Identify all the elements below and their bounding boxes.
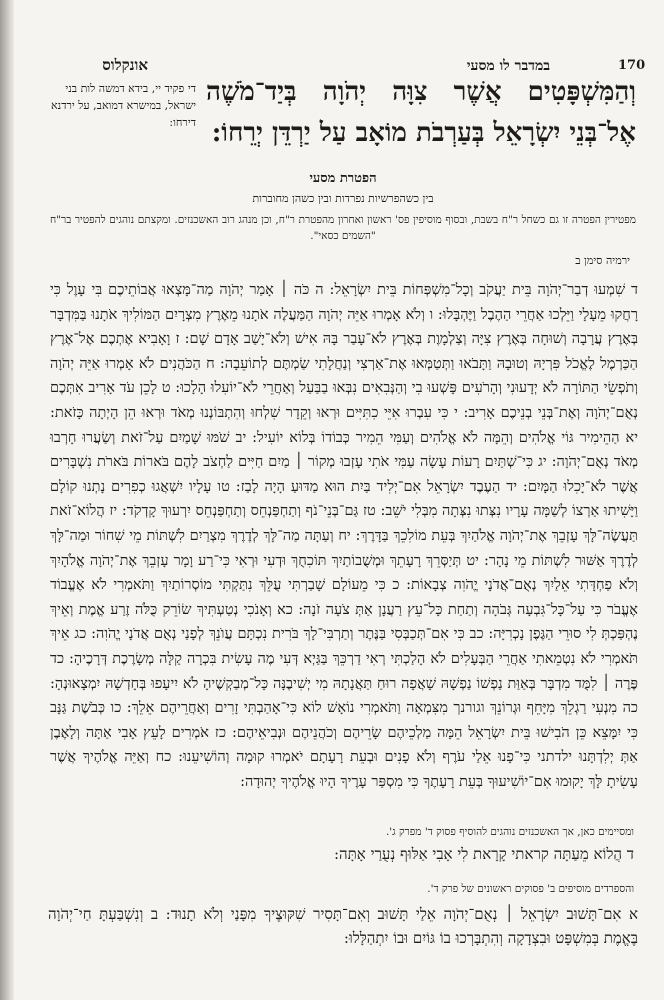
- commentary-title: אונקלוס: [102, 56, 148, 74]
- running-head: במדבר לו מסעי: [466, 58, 550, 74]
- haftarah-text: ד שִׁמְעוּ דְבַר־יְהֹוָה בֵּית יַעֲקֹב וְכָל־מִשְׁפְּחוֹת בֵּית יִשְׂרָאֵל: ה כֹּה ׀ אָמַר יְהֹוָה מַה־מָּצְאוּ אֲבוֹתֵיכֶם בִּי עָוֶל כִּי רָחֲקוּ מֵעָלָי וַיֵּלְכוּ אַחֲרֵי הַהֶבֶל וַיֶּהְבָּלוּ: ו וְלֹא אָמְרוּ אַיֵּה יְהֹוָה הַמַּעֲלֶה אֹתָנוּ מֵאֶרֶץ מִצְרָיִם הַמּוֹלִיךְ אֹתָנוּ בַּמִּדְבָּר בְּאֶרֶץ עֲרָבָה וְשׁוּחָה בְּאֶרֶץ צִיָּה וְצַלְמָוֶת בְּאֶרֶץ לֹא־עָבַר בָּהּ אִישׁ וְלֹא־יָשַׁב אָדָם שָׁם: ז וָאָבִיא אֶתְכֶם אֶל־אֶרֶץ הַכַּרְמֶל לֶאֱכֹל פִּרְיָהּ וְטוּבָהּ וַתָּבֹאוּ וַתְּטַמְּאוּ אֶת־אַרְצִי וְנַחֲלָתִי שַׂמְתֶּם לְתוֹעֵבָה: ח הַכֹּהֲנִים לֹא אָמְרוּ אַיֵּה יְהֹוָה וְתֹפְשֵׂי הַתּוֹרָה לֹא יְדָעוּנִי וְהָרֹעִים פָּשְׁעוּ בִי וְהַנְּבִאִים נִבְּאוּ בַבַּעַל וְאַחֲרֵי לֹא־יוֹעִלוּ הָלָכוּ: ט לָכֵן עֹד אָרִיב אִתְּכֶם נְאֻם־יְהֹוָה וְאֶת־בְּנֵי בְנֵיכֶם אָרִיב: י כִּי עִבְרוּ אִיֵּי כִתִּיִּים וּרְאוּ וְקֵדָר שִׁלְחוּ וְהִתְבּוֹנְנוּ מְאֹד וּרְאוּ הֵן הָיְתָה כָּזֹאת: יא הַהֵימִיר גּוֹי אֱלֹהִים וְהֵמָּה לֹא אֱלֹהִים וְעַמִּי הֵמִיר כְּבוֹדוֹ בְּלוֹא יוֹעִיל: יב שֹׁמּוּ שָׁמַיִם עַל־זֹאת וְשַׂעֲרוּ חָרְבוּ מְאֹד נְאֻם־יְהֹוָה: יג כִּי־שְׁתַּיִם רָעוֹת עָשָׂה עַמִּי אֹתִי עָזְבוּ מְקוֹר ׀ מַיִם חַיִּים לַחְצֹב לָהֶם בֹּארוֹת בֹּארֹת נִשְׁבָּרִים אֲשֶׁר לֹא־יָכִלוּ הַמָּיִם: יד הַעֶבֶד יִשְׂרָאֵל אִם־יְלִיד בַּיִת הוּא מַדּוּעַ הָיָה לָבַז: טו עָלָיו יִשְׁאֲגוּ כְפִרִים נָתְנוּ קוֹלָם וַיָּשִׁיתוּ אַרְצוֹ לְשַׁמָּה עָרָיו נִצְּתוּ נִצְּתָה מִבְּלִי יֹשֵׁב: טז גַּם־בְּנֵי־נֹף וְתַחְפַּנְחֵס וְתַחְפַּנְחֵס יִרְעוּךְ קָדְקֹד: יז הֲלוֹא־זֹאת תַּעֲשֶׂה־לָּךְ עָזְבֵךְ אֶת־יְהֹוָה אֱלֹהַיִךְ בְּעֵת מוֹלִכֵךְ בַּדָּרֶךְ: יח וְעַתָּה מַה־לָּךְ לְדֶרֶךְ מִצְרַיִם לִשְׁתּוֹת מֵי שִׁחוֹר וּמַה־לָּךְ לְדֶרֶךְ אַשּׁוּר לִשְׁתּוֹת מֵי נָהָר: יט תְּיַסְּרֵךְ רָעָתֵךְ וּמְשֻׁבוֹתַיִךְ תּוֹכִחֻךְ וּדְעִי וּרְאִי כִּי־רַע וָמָר עָזְבֵךְ אֶת־יְהֹוָה אֱלֹהָיִךְ וְלֹא פַחְדָּתִי אֵלַיִךְ נְאֻם־אֲדֹנָי יֱהֹוִה צְבָאוֹת: כ כִּי מֵעוֹלָם שָׁבַרְתִּי עֻלֵּךְ נִתַּקְתִּי מוֹסְרוֹתַיִךְ וַתֹּאמְרִי לֹא אֶעֱבוֹד אֶעֱבֹר כִּי עַל־כָּל־גִּבְעָה גְּבֹהָה וְתַחַת כָּל־עֵץ רַעֲנָן אַתְּ צֹעָה זֹנָה: כא וְאָנֹכִי נְטַעְתִּיךְ שׂוֹרֵק כֻּלֹּה זֶרַע אֱמֶת וְאֵיךְ נֶהְפַּכְתְּ לִי סוּרֵי הַגֶּפֶן נָכְרִיָּה: כב כִּי אִם־תְּכַבְּסִי בַּנֶּתֶר וְתַרְבִּי־לָךְ בֹּרִית נִכְתָּם עֲוֺנֵךְ לְפָנַי נְאֻם אֲדֹנָי יֱהֹוִה: כג אֵיךְ תֹּאמְרִי לֹא נִטְמֵאתִי אַחֲרֵי הַבְּעָלִים לֹא הָלַכְתִּי רְאִי דַרְכֵּךְ בַּגַּיְא דְּעִי מֶה עָשִׂית בִּכְרָה קַלָּה מְשָׂרֶכֶת דְּרָכֶיהָ: כד פֶּרֶה ׀ לִמֻּד מִדְבָּר בְּאַוַּת נַפְשׁוֹ נַפְשָׁהּ שָׁאֲפָה רוּחַ תַּאֲנָתָהּ מִי יְשִׁיבֶנָּה כָּל־מְבַקְשֶׁיהָ לֹא יִיעָפוּ בְּחָדְשָׁהּ יִמְצָאוּנְהָ: כה מִנְעִי רַגְלֵךְ מִיָּחֵף וּגְרוֹנֵךְ וגורנך מִצִּמְאָה וַתֹּאמְרִי נוֹאָשׁ לוֹא כִּי־אָהַבְתִּי זָרִים וְאַחֲרֵיהֶם אֵלֵךְ: כו כְּבֹשֶׁת גַּנָּב כִּי יִמָּצֵא כֵּן הֹבִישׁוּ בֵּית יִשְׂרָאֵל הֵמָּה מַלְכֵיהֶם שָׂרֵיהֶם וְכֹהֲנֵיהֶם וּנְבִיאֵיהֶם: כז אֹמְרִים לָעֵץ אָבִי אַתָּה וְלָאֶבֶן אַתְּ יְלִדְתָּנוּ ילדתני כִּי־פָנוּ אֵלַי עֹרֶף וְלֹא פָנִים וּבְעֵת רָעָתָם יֹאמְרוּ קוּמָה וְהוֹשִׁיעֵנוּ: כח וְאַיֵּה אֱלֹהֶיךָ אֲשֶׁר עָשִׂיתָ לָּךְ יָקוּמוּ אִם־יוֹשִׁיעוּךָ בְּעֵת רָעָתֶךָ כִּי מִסְפַּר עָרֶיךָ הָיוּ אֱלֹהֶיךָ יְהוּדָה:: [50, 282, 638, 790]
- sephardi-verse: א אִם־תָּשׁוּב יִשְׂרָאֵל ׀ נְאֻם־יְהֹוָה אֵלַי תָּשׁוּב וְאִם־תָּסִיר שִׁקּוּצֶיךָ מִפָּנַי וְלֹא תָנוּד: ב וְנִשְׁבַּעְתָּ חַי־יְהֹוָה בֶּאֱמֶת בְּמִשְׁפָּט וּבִצְדָקָה וְהִתְבָּרְכוּ בוֹ גּוֹיִם וּבוֹ יִתְהַלָּלוּ:: [48, 905, 638, 947]
- sephardi-note: והספרדים מוסיפים ב' פסוקים ראשונים של פרק ד'.: [427, 883, 634, 895]
- book-gutter: [0, 0, 14, 1000]
- ashkenazi-verse: ד הֲלוֹא מֵעַתָּה קראתי קָרָאת לִי אָבִי אַלּוּף נְעֻרַי אָתָּה:: [333, 845, 634, 863]
- haftarah-subtitle: בין כשהפרשיות נפרדות ובין כשהן מחוברות: [252, 192, 434, 205]
- ashkenazi-note: ומסיימים כאן, אך האשכנזים נוהגים להוסיף פסוק ד' מפרק ג'.: [385, 826, 634, 838]
- chapter-reference: ירמיה סימן ב: [575, 254, 630, 267]
- targum-text: די פקיד יי, בידא דמשה לות בני ישראל, במישרא דמואב, על ירדנא דירחו:: [51, 82, 196, 129]
- page-number: 170: [618, 58, 646, 73]
- haftarah-title: הפטרת מסעי: [309, 171, 377, 186]
- haftarah-note: מפטירין הפטרה זו גם כשחל ר"ח בשבת, ובסוף מוסיפין פס' ראשון ואחרון מהפטרת ר"ח, וכן מנהג רוב האשכנזים. ומקצתם נוהגים להפטיר בר"ח "השמים כסאי".: [50, 214, 636, 242]
- torah-verse: וְהַמִּשְׁפָּטִים אֲשֶׁר צִוָּה יְהֹוָה בְּיַד־מֹשֶׁה אֶל־בְּנֵי יִשְׂרָאֵל בְּעַרְבֹת מוֹאָב עַל יַרְדֵּן יְרֵחוֹ:: [206, 77, 636, 148]
